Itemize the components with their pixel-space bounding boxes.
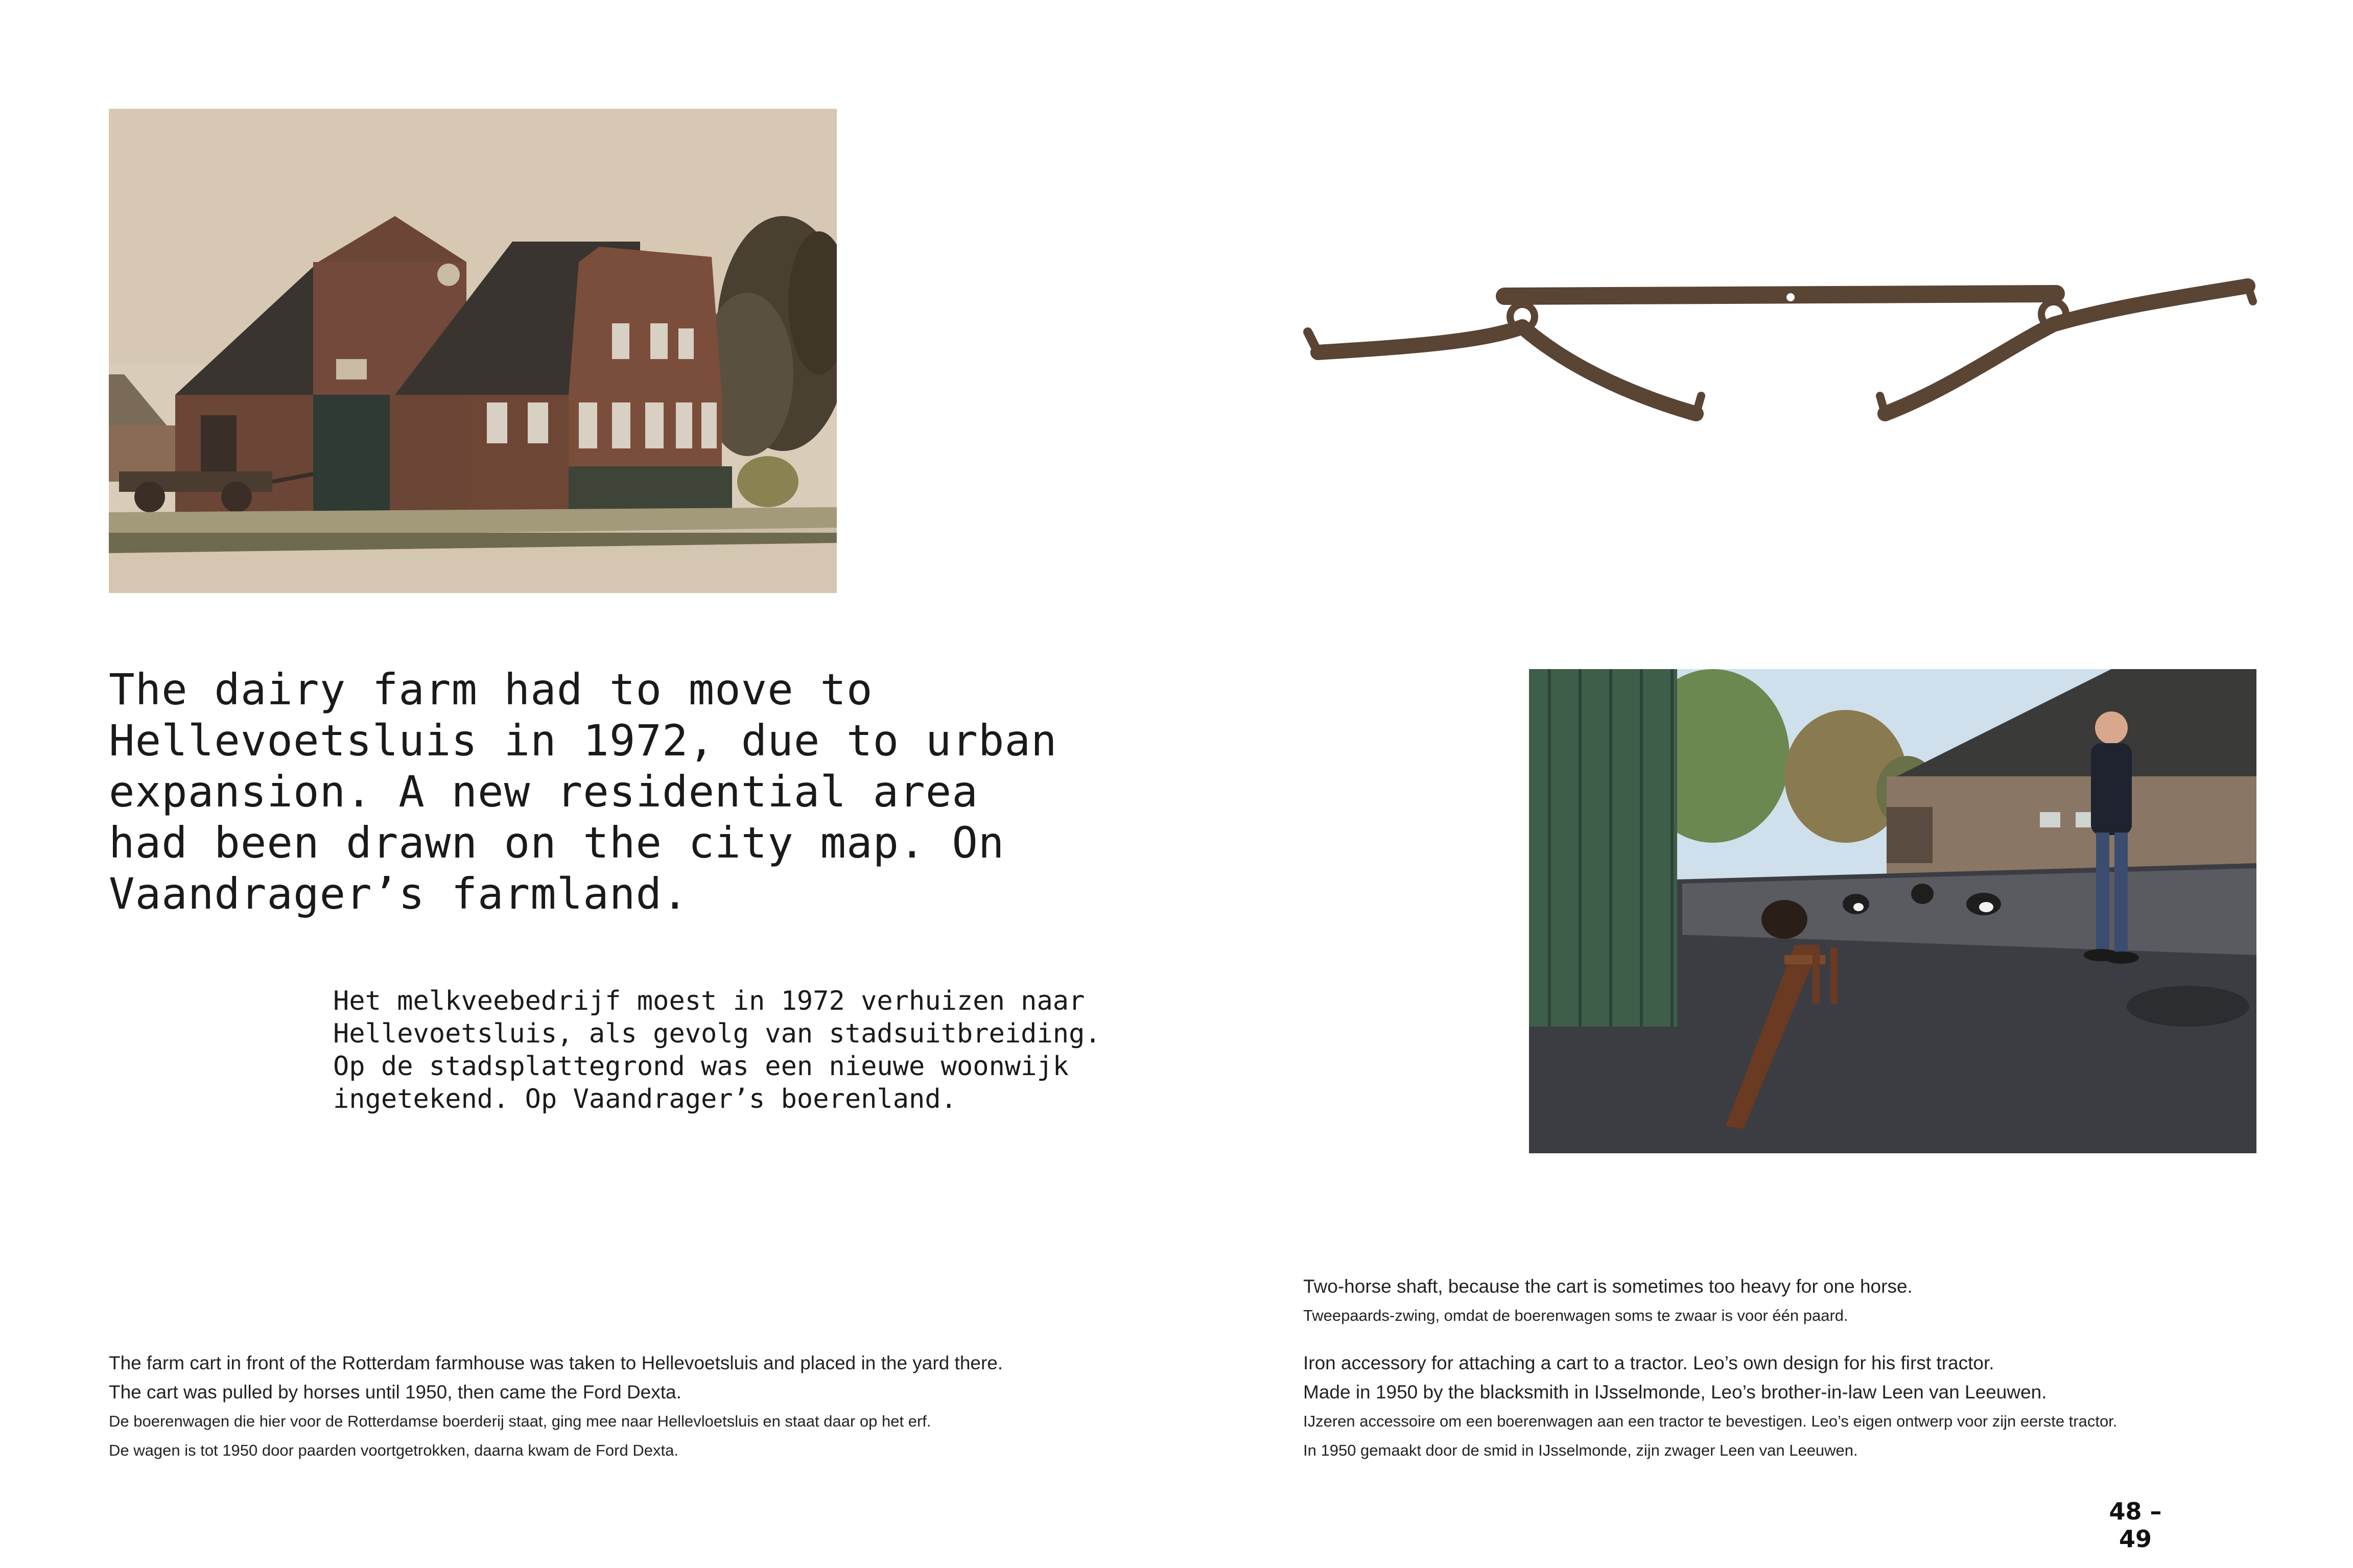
caption-nl-line: Tweepaards-zwing, omdat de boerenwagen soms te zwaar is voor één paard. [1303, 1306, 1848, 1324]
farm-cart-caption [109, 1348, 1003, 1465]
shaft-caption [1303, 1272, 1913, 1330]
lead-paragraph: The dairy farm had to move to Hellevoetsluis in 1972, due to urban expansion. A new residential area had been drawn on the city map. On Vaandrager’s farmland. [109, 664, 1057, 919]
two-horse-shaft-image [1298, 266, 2258, 480]
dutch-paragraph: Het melkveebedrijf moest in 1972 verhuizen naar Hellevoetsluis, als gevolg van stadsuitbreiding. Op de stadsplattegrond was een nieuwe woonwijk ingetekend. Op Vaandrager’s boerenland. [333, 986, 1101, 1114]
farmyard-photo [1529, 669, 2256, 1153]
caption-en-line: The farm cart in front of the Rotterdam farmhouse was taken to Hellevoetsluis and placed in the yard there. [109, 1352, 1003, 1373]
caption-en-line: Iron accessory for attaching a cart to a tractor. Leo’s own design for his first tractor. [1303, 1352, 1994, 1373]
page-numbers: 48 – 49 [2109, 1498, 2162, 1553]
caption-nl-line: IJzeren accessoire om een boerenwagen aan een tractor te bevestigen. Leo’s eigen ontwerp voor zijn eerste tractor. [1303, 1412, 2117, 1430]
caption-en-line: Two-horse shaft, because the cart is sometimes too heavy for one horse. [1303, 1276, 1913, 1297]
caption-nl-line: De boerenwagen die hier voor de Rotterdamse boerderij staat, ging mee naar Hellevloetsluis en staat daar op het erf. [109, 1412, 931, 1430]
caption-nl-line: In 1950 gemaakt door de smid in IJsselmonde, zijn zwager Leen van Leeuwen. [1303, 1441, 1858, 1459]
caption-nl-line: De wagen is tot 1950 door paarden voortgetrokken, daarna kwam de Ford Dexta. [109, 1441, 678, 1459]
farmhouse-photo [109, 109, 837, 593]
caption-en-line: The cart was pulled by horses until 1950, then came the Ford Dexta. [109, 1382, 681, 1403]
caption-en-line: Made in 1950 by the blacksmith in IJsselmonde, Leo’s brother-in-law Leen van Leeuwen. [1303, 1382, 2047, 1403]
iron-accessory-caption [1303, 1348, 2117, 1465]
